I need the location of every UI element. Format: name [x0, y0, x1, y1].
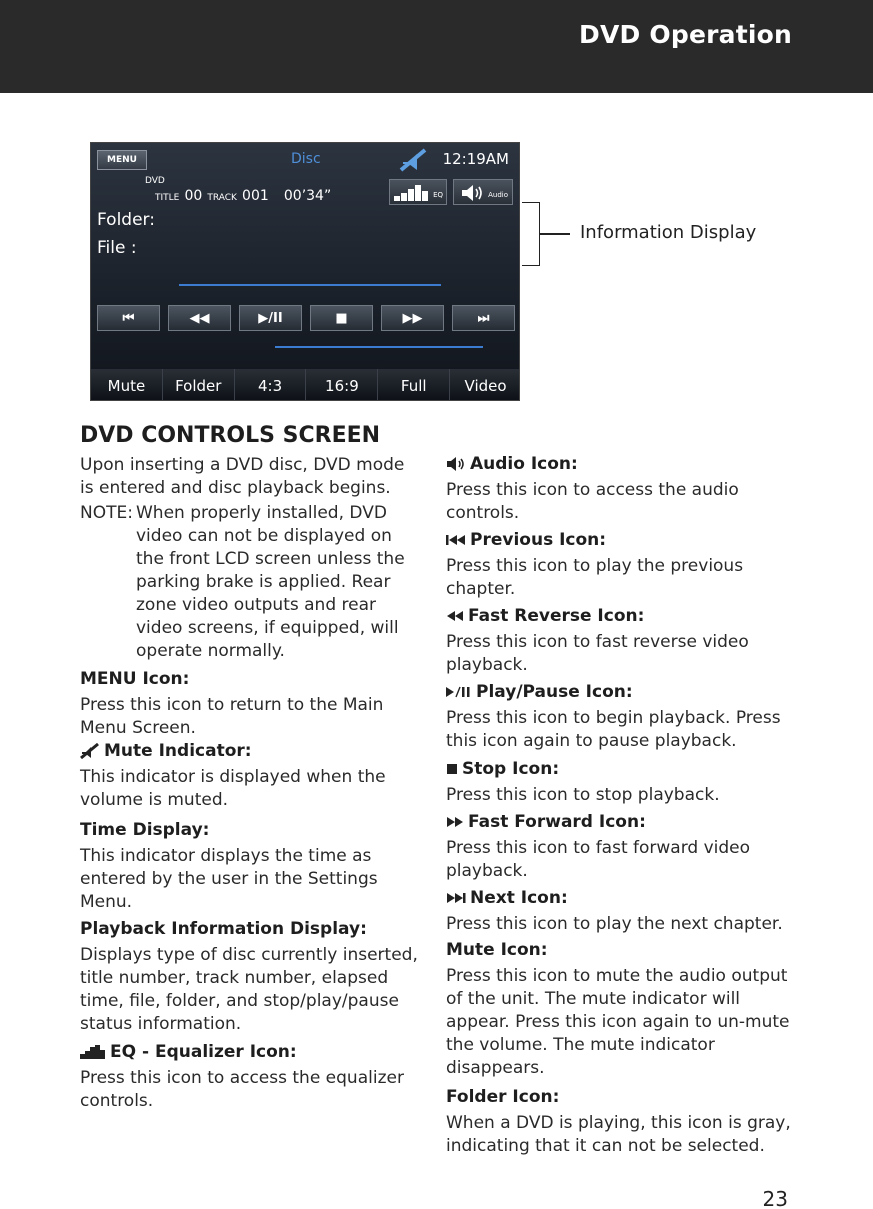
item-text: Press this icon to mute the audio output of the unit. The mute indicator will appear. Press this icon again to un-mute the volume. The mute indicator disappears. [446, 966, 790, 1078]
stop-button[interactable]: ■ [310, 305, 373, 331]
fast-forward-button[interactable]: ▶▶ [381, 305, 444, 331]
callout-leader-line [540, 233, 570, 235]
right-item-stop [446, 758, 806, 807]
elapsed-time: 00’34” [283, 188, 332, 204]
item-heading: Fast Reverse Icon: [468, 606, 645, 626]
item-heading-row [80, 740, 420, 763]
speaker-icon [446, 456, 466, 472]
right-item-mute [446, 939, 806, 1080]
item-heading: EQ - Equalizer Icon: [110, 1042, 297, 1062]
item-heading: Folder Icon: [446, 1087, 560, 1107]
folder-button[interactable]: Folder [163, 369, 235, 401]
item-heading: Previous Icon: [470, 530, 607, 550]
speaker-icon [460, 184, 484, 202]
item-heading: Playback Information Display: [80, 919, 367, 939]
item-heading: Mute Icon: [446, 940, 548, 960]
intro-paragraph [80, 454, 420, 500]
right-item-next [446, 887, 806, 936]
item-text: This indicator displays the time as entered by the user in the Settings Menu. [80, 846, 378, 912]
item-text: Press this icon to access the audio controls. [446, 480, 739, 523]
track-label: TRACK [207, 193, 237, 203]
right-item-audio [446, 453, 806, 525]
item-heading-row [446, 811, 806, 834]
clock: 12:19AM [442, 150, 509, 168]
section-title: DVD CONTROLS SCREEN [80, 423, 381, 448]
item-text: Press this icon to stop playback. [446, 785, 720, 805]
audio-label: Audio [488, 191, 508, 199]
transport-controls [97, 305, 515, 331]
audio-button[interactable] [453, 179, 513, 205]
item-text: Displays type of disc currently inserted, title number, track number, elapsed time, file, folder, and stop/play/pause status information. [80, 945, 418, 1034]
item-text: Press this icon to access the equalizer controls. [80, 1068, 404, 1111]
page-number: 23 [762, 1187, 788, 1209]
lower-divider [275, 346, 483, 348]
folder-field: Folder: [97, 210, 155, 230]
title-label: TITLE [155, 193, 180, 203]
item-heading: Audio Icon: [470, 454, 578, 474]
item-heading-row [446, 453, 806, 476]
item-heading: MENU Icon: [80, 669, 190, 689]
mute-indicator-icon [399, 148, 429, 172]
item-heading: Play/Pause Icon: [476, 682, 633, 702]
previous-button[interactable]: ⏮ [97, 305, 160, 331]
fast-reverse-button[interactable]: ◀◀ [168, 305, 231, 331]
item-heading: Mute Indicator: [104, 741, 252, 761]
page-header [0, 0, 873, 93]
header-title: DVD Operation [579, 20, 792, 49]
right-item-fast-forward [446, 811, 806, 883]
stop-icon [446, 763, 458, 775]
right-item-previous [446, 529, 806, 601]
item-heading-row [446, 529, 806, 552]
eq-label: EQ [433, 191, 443, 199]
item-heading: Time Display: [80, 820, 210, 840]
right-item-play-pause [446, 681, 806, 753]
item-text: Press this icon to begin playback. Press this icon again to pause playback. [446, 708, 781, 751]
left-item-playback-info [80, 918, 425, 1036]
full-button[interactable]: Full [378, 369, 450, 401]
left-item-menu [80, 668, 420, 740]
fast-forward-icon [446, 816, 464, 828]
play-pause-button[interactable]: ▶/II [239, 305, 302, 331]
item-text: When a DVD is playing, this icon is gray, indicating that it can not be selected. [446, 1113, 791, 1156]
mute-indicator-icon [80, 743, 100, 759]
item-text: Press this icon to play the next chapter. [446, 914, 783, 934]
bottom-button-bar [91, 369, 520, 401]
right-item-folder [446, 1086, 806, 1158]
video-button[interactable]: Video [464, 376, 507, 395]
mute-button[interactable]: Mute [91, 369, 163, 401]
item-text: Press this icon to return to the Main Menu Screen. [80, 695, 384, 738]
item-heading-row [446, 681, 806, 704]
item-text: Press this icon to fast forward video playback. [446, 838, 751, 881]
previous-icon [446, 534, 466, 546]
item-heading: Stop Icon: [462, 759, 560, 779]
play-pause-icon [446, 686, 472, 698]
equalizer-icon [80, 1045, 106, 1059]
item-heading-row [446, 758, 806, 781]
aspect-4-3-button[interactable]: 4:3 [235, 369, 307, 401]
item-heading-row [446, 887, 806, 910]
title-value: 00 [184, 188, 203, 204]
note-text: When properly installed, DVD video can not be displayed on the front LCD screen unless the parking brake is applied. Rear zone video outputs and rear video screens, if equipped, will operate normally. [136, 503, 405, 661]
note-block [80, 502, 420, 663]
menu-button[interactable]: MENU [97, 150, 147, 170]
item-heading-row [80, 1041, 420, 1064]
aspect-16-9-button[interactable]: 16:9 [306, 369, 378, 401]
file-field: File : [97, 238, 137, 258]
equalizer-icon [394, 185, 430, 201]
note-label: NOTE: [80, 503, 133, 523]
left-item-time-display [80, 819, 420, 914]
eq-button[interactable] [389, 179, 447, 205]
fast-reverse-icon [446, 610, 464, 622]
item-text: This indicator is displayed when the volume is muted. [80, 767, 386, 810]
playback-info [155, 185, 331, 204]
callout-label: Information Display [580, 222, 757, 243]
source-label: Disc [291, 151, 321, 167]
next-icon [446, 892, 466, 904]
item-text: Press this icon to play the previous chapter. [446, 556, 744, 599]
right-item-fast-reverse [446, 605, 806, 677]
item-heading: Next Icon: [470, 888, 568, 908]
track-value: 001 [242, 188, 269, 204]
callout-bracket [522, 202, 540, 266]
left-item-mute-indicator [80, 740, 420, 812]
item-heading-row [446, 605, 806, 628]
item-heading: Fast Forward Icon: [468, 812, 646, 832]
dvd-screen-illustration [90, 142, 520, 401]
intro-text: Upon inserting a DVD disc, DVD mode is entered and disc playback begins. [80, 455, 405, 498]
info-divider [179, 284, 441, 286]
disc-type-tag: DVD [145, 176, 165, 186]
left-item-eq [80, 1041, 420, 1113]
next-button[interactable]: ⏭ [452, 305, 515, 331]
item-text: Press this icon to fast reverse video playback. [446, 632, 749, 675]
